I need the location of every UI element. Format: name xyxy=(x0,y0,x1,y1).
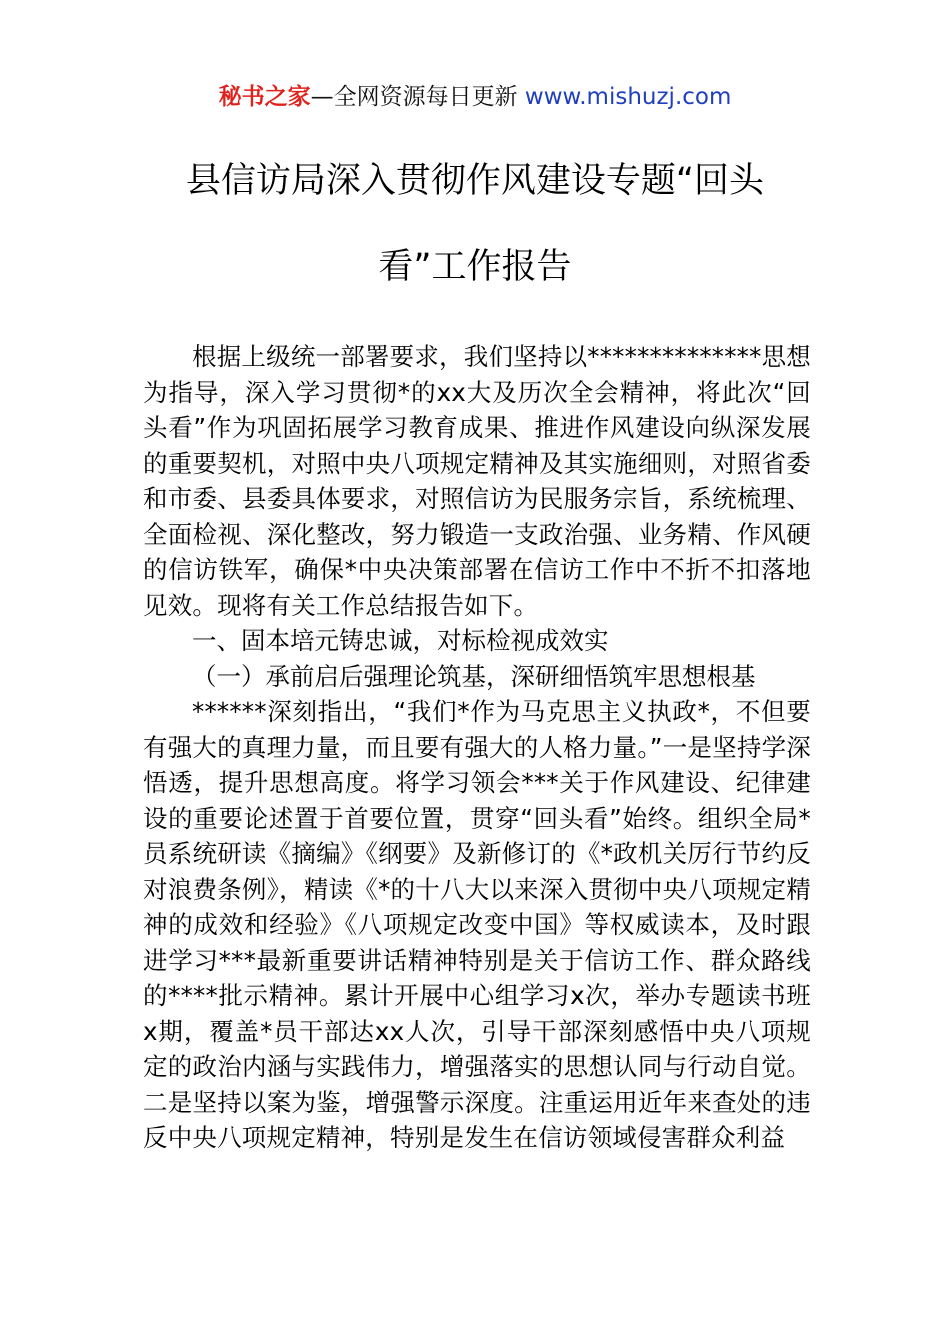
document-body xyxy=(143,339,811,1156)
intro-paragraph: 根据上级统一部署要求，我们坚持以**************思想为指导，深入学习贯彻*的xx大及历次全会精神，将此次“回头看”作为巩固拓展学习教育成果、推进作风建设向纵深发展的重要契机，对照中央八项规定精神及其实施细则，对照省委和市委、县委具体要求，对照信访为民服务宗旨，系统梳理、全面检视、深化整改，努力锻造一支政治强、业务精、作风硬的信访铁军，确保*中央决策部署在信访工作中不折不扣落地见效。现将有关工作总结报告如下。 xyxy=(143,342,811,620)
document-title-line-1: 县信访局深入贯彻作风建设专题“回头 xyxy=(185,161,765,201)
site-brand: 秘书之家 xyxy=(218,84,311,110)
section-heading: 一、固本培元铸忠诚，对标检视成效实 xyxy=(192,626,609,655)
body-paragraph: ******深刻指出，“我们*作为马克思主义执政*，不但要有强大的真理力量，而且要有强大的人格力量。”一是坚持学深悟透，提升思想高度。将学习领会***关于作风建设、纪律建设的重要论述置于首要位置，贯穿“回头看”始终。组织全局*员系统研读《摘编》《纲要》及新修订的《*政机关厉行节约反对浪费条例》，精读《*的十八大以来深入贯彻中央八项规定精神的成效和经验》《八项规定改变中国》等权威读本，及时跟进学习***最新重要讲话精神特别是关于信访工作、群众路线的****批示精神。累计开展中心组学习x次，举办专题读书班x期，覆盖*员干部达xx人次，引导干部深刻感悟中央八项规定的政治内涵与实践伟力，增强落实的思想认同与行动自觉。二是坚持以案为鉴，增强警示深度。注重运用近年来查处的违反中央八项规定精神，特别是发生在信访领域侵害群众利益 xyxy=(143,697,811,1152)
document-title xyxy=(140,138,810,310)
document-title-line-2: 看”工作报告 xyxy=(378,247,572,287)
site-header xyxy=(0,82,950,112)
subsection-heading: （一）承前启后强理论筑基，深研细悟筑牢思想根基 xyxy=(192,661,756,691)
site-url-link[interactable]: www.mishuzj.com xyxy=(524,84,732,110)
site-slogan: —全网资源每日更新 xyxy=(310,84,525,110)
